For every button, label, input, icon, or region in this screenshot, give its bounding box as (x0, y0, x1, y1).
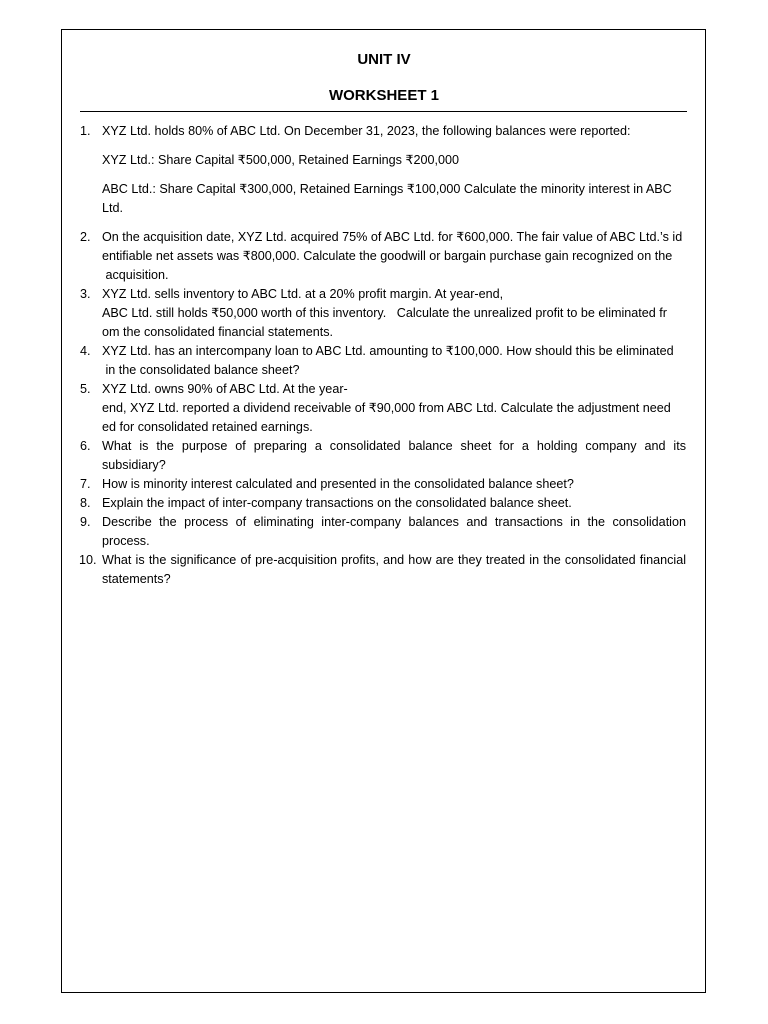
question-10 (80, 551, 686, 589)
question-6 (80, 437, 686, 475)
question-2 (80, 228, 686, 285)
question-number: 3. (80, 287, 91, 301)
question-number: 5. (80, 382, 91, 396)
question-line: ed for consolidated retained earnings. (102, 420, 313, 434)
question-line: entifiable net assets was ₹800,000. Calculate the goodwill or bargain purchase gain recognized on the (102, 249, 673, 263)
question-5 (80, 380, 686, 437)
question-line: XYZ Ltd. sells inventory to ABC Ltd. at a 20% profit margin. At year-end, (102, 287, 504, 301)
question-text: Describe the process of eliminating inter-company balances and transactions in the consolidation process. (102, 515, 686, 548)
question-number: 7. (80, 477, 91, 491)
unit-title: UNIT IV (357, 51, 411, 68)
question-line: On the acquisition date, XYZ Ltd. acquired 75% of ABC Ltd. for ₹600,000. The fair value of ABC Ltd.’s id (102, 230, 683, 244)
question-number: 9. (80, 515, 91, 529)
detail-line: XYZ Ltd.: Share Capital ₹500,000, Retained Earnings ₹200,000 (102, 153, 459, 167)
detail-line: ABC Ltd.: Share Capital ₹300,000, Retained Earnings ₹100,000 Calculate the minority interest in ABC (102, 182, 672, 196)
question-text: What is the purpose of preparing a consolidated balance sheet for a holding company and its subsidiary? (102, 439, 686, 472)
question-line: ABC Ltd. still holds ₹50,000 worth of this inventory. Calculate the unrealized profit to be eliminated fr (102, 306, 667, 320)
question-line: XYZ Ltd. holds 80% of ABC Ltd. On December 31, 2023, the following balances were reported: (102, 124, 631, 138)
question-number: 4. (80, 344, 91, 358)
question-number: 10. (79, 553, 97, 567)
question-line: XYZ Ltd. has an intercompany loan to ABC Ltd. amounting to ₹100,000. How should this be eliminated (102, 344, 674, 358)
question-line: in the consolidated balance sheet? (102, 363, 300, 377)
question-3 (80, 285, 686, 342)
question-text: Explain the impact of inter-company transactions on the consolidated balance sheet. (102, 496, 572, 510)
question-text: What is the significance of pre-acquisition profits, and how are they treated in the consolidated financial statements? (102, 553, 686, 586)
question-number: 2. (80, 230, 91, 244)
question-line: om the consolidated financial statements. (102, 325, 334, 339)
question-8 (80, 494, 686, 513)
question-number: 8. (80, 496, 91, 510)
question-text: How is minority interest calculated and presented in the consolidated balance sheet? (102, 477, 574, 491)
question-4 (80, 342, 686, 380)
question-1-detail (80, 151, 686, 218)
header-rule (80, 111, 687, 112)
question-list (80, 122, 686, 589)
question-line: XYZ Ltd. owns 90% of ABC Ltd. At the year- (102, 382, 348, 396)
question-7 (80, 475, 686, 494)
question-line: acquisition. (102, 268, 169, 282)
question-number: 6. (80, 439, 91, 453)
question-9 (80, 513, 686, 551)
worksheet-title: WORKSHEET 1 (328, 87, 439, 104)
detail-line: Ltd. (102, 201, 124, 215)
question-number: 1. (80, 124, 91, 138)
question-1 (80, 122, 686, 141)
question-line: end, XYZ Ltd. reported a dividend receivable of ₹90,000 from ABC Ltd. Calculate the adjustment need (102, 401, 671, 415)
